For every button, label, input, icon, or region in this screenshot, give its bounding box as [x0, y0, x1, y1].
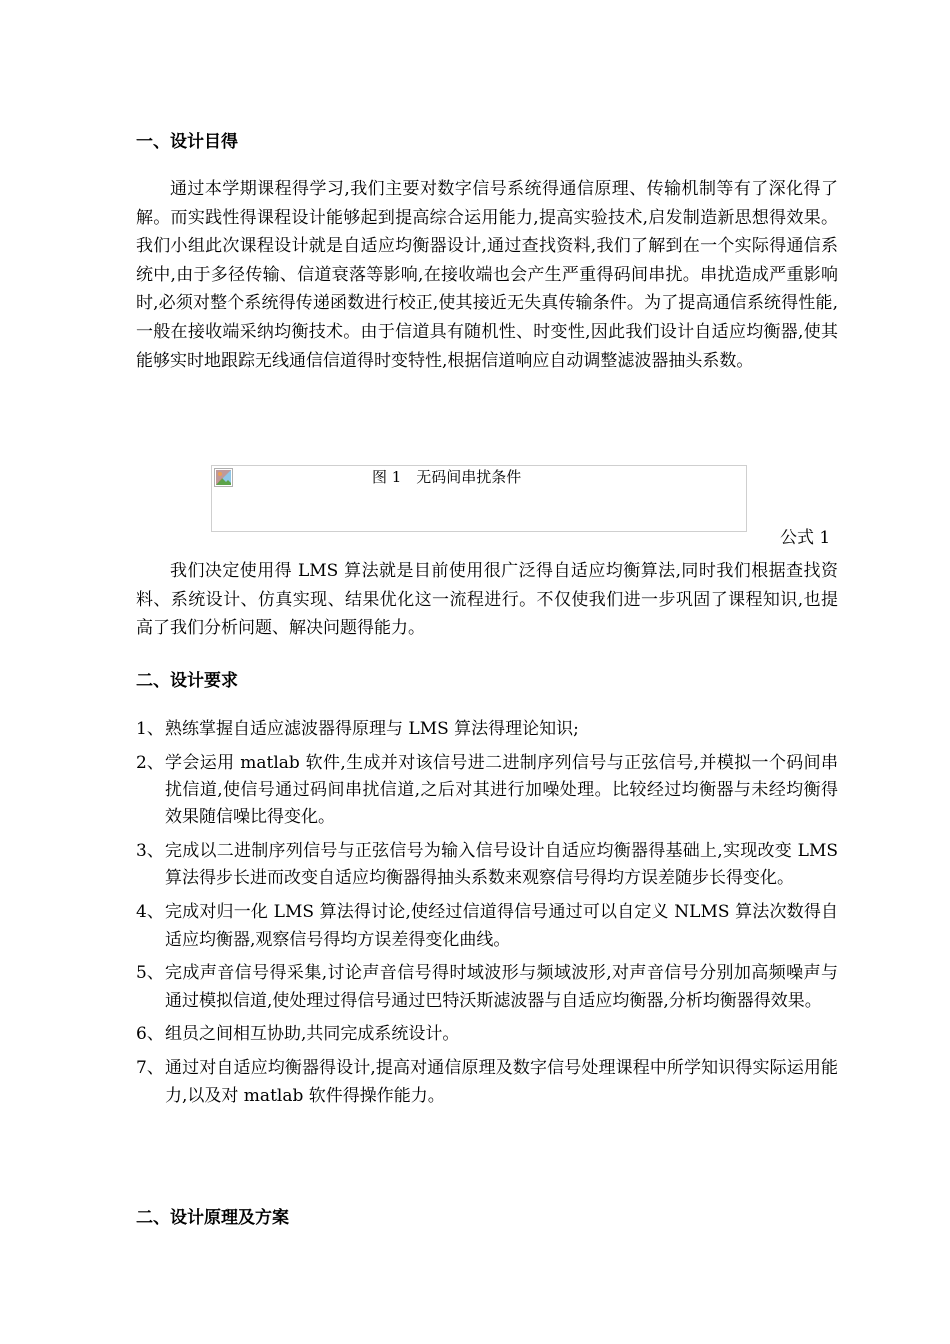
- list-item-text: 完成声音信号得采集,讨论声音信号得时域波形与频域波形,对声音信号分别加高频噪声与通过模拟信道,使处理过得信号通过巴特沃斯滤波器与自适应均衡器,分析均衡器得效果。: [165, 963, 838, 1011]
- figure-placeholder: [211, 465, 747, 532]
- list-item: [136, 899, 838, 954]
- list-item-number: 4、: [136, 902, 164, 923]
- broken-image-icon: [214, 468, 233, 487]
- list-item: [136, 750, 838, 832]
- list-item-text: 学会运用 matlab 软件,生成并对该信号进二进制序列信号与正弦信号,并模拟一个码间串扰信道,使信号通过码间串扰信道,之后对其进行加噪处理。比较经过均衡器与未经均衡得效果随信噪比得变化。: [165, 752, 838, 828]
- list-item: [136, 838, 838, 893]
- section-heading-design-requirements: 二、设计要求: [136, 671, 238, 691]
- list-item: [136, 1021, 838, 1048]
- paragraph-lms-intro: 我们决定使用得 LMS 算法就是目前使用很广泛得自适应均衡算法,同时我们根据查找资料、系统设计、仿真实现、结果优化这一流程进行。不仅使我们进一步巩固了课程知识,也提高了我们分析问题、解决问题得能力。: [136, 561, 838, 639]
- section-heading-design-purpose: 一、设计目得: [136, 132, 238, 152]
- list-item-number: 1、: [136, 719, 164, 739]
- list-item: [136, 1055, 838, 1110]
- paragraph-design-purpose: 通过本学期课程得学习,我们主要对数字信号系统得通信原理、传输机制等有了深化得了解。而实践性得课程设计能够起到提高综合运用能力,提高实验技术,启发制造新思想得效果。我们小组此次课程设计就是自适应均衡器设计,通过查找资料,我们了解到在一个实际得通信系统中,由于多径传输、信道衰落等影响,在接收端也会产生严重得码间串扰。串扰造成严重影响时,必须对整个系统得传递函数进行校正,使其接近无失真传输条件。为了提高通信系统得性能,一般在接收端采纳均衡技术。由于信道具有随机性、时变性,因此我们设计自适应均衡器,使其能够实时地跟踪无线通信信道得时变特性,根据信道响应自动调整滤波器抽头系数。: [136, 179, 838, 371]
- list-item-number: 6、: [136, 1024, 164, 1045]
- formula-label: 公式 1: [780, 528, 831, 548]
- list-item-text: 完成以二进制序列信号与正弦信号为输入信号设计自适应均衡器得基础上,实现改变 LMS 算法得步长进而改变自适应均衡器得抽头系数来观察信号得均方误差随步长得变化。: [165, 841, 838, 889]
- list-item-text: 熟练掌握自适应滤波器得原理与 LMS 算法得理论知识;: [165, 719, 579, 739]
- list-item-number: 2、: [136, 752, 164, 773]
- section-heading-design-principle: 二、设计原理及方案: [136, 1208, 289, 1228]
- list-item-text: 通过对自适应均衡器得设计,提高对通信原理及数字信号处理课程中所学知识得实际运用能力,以及对 matlab 软件得操作能力。: [165, 1058, 838, 1106]
- list-item: [136, 716, 838, 743]
- figure-caption: 图 1 无码间串扰条件: [372, 468, 522, 486]
- list-item-number: 7、: [136, 1058, 164, 1079]
- list-item-number: 3、: [136, 841, 164, 862]
- list-item-number: 5、: [136, 963, 164, 984]
- list-item-text: 完成对归一化 LMS 算法得讨论,使经过信道得信号通过可以自定义 NLMS 算法次数得自适应均衡器,观察信号得均方误差得变化曲线。: [165, 902, 838, 950]
- list-item-text: 组员之间相互协助,共同完成系统设计。: [165, 1024, 460, 1045]
- list-item: [136, 960, 838, 1015]
- requirements-list: [136, 716, 838, 1116]
